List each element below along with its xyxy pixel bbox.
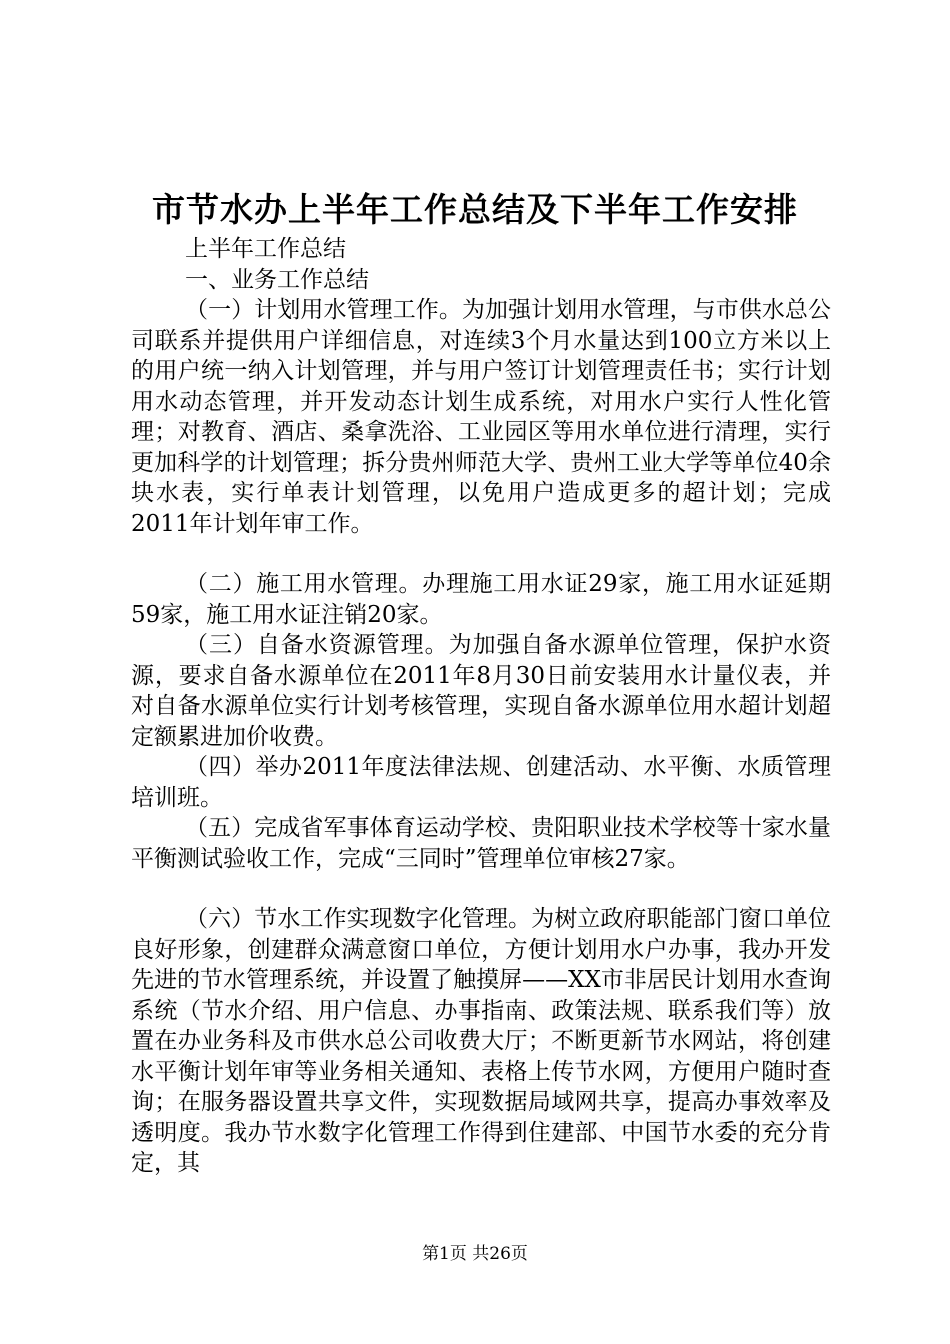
page-footer: 第1页 共26页 <box>422 1244 528 1264</box>
paragraph-item-5: （五）完成省军事体育运动学校、贵阳职业技术学校等十家水量平衡测试验收工作，完成“三同时”管理单位审核27家。 <box>131 815 831 872</box>
paragraph-subsection-heading: 一、业务工作总结 <box>185 266 370 293</box>
paragraph-item-3: （三）自备水资源管理。为加强自备水源单位管理，保护水资源，要求自备水源单位在2011年8月30日前安装用水计量仪表，并对自备水源单位实行计划考核管理，实现自备水源单位用水超计划超定额累进加价收费。 <box>131 632 831 750</box>
paragraph-item-4: （四）举办2011年度法律法规、创建活动、水平衡、水质管理培训班。 <box>131 754 831 811</box>
document-title: 市节水办上半年工作总结及下半年工作安排 <box>152 190 798 229</box>
document-body <box>131 234 831 1179</box>
paragraph-section-heading: 上半年工作总结 <box>185 236 347 262</box>
paragraph-item-1: （一）计划用水管理工作。为加强计划用水管理，与市供水总公司联系并提供用户详细信息，对连续3个月水量达到100立方米以上的用户统一纳入计划管理，并与用户签订计划管理责任书；实行计划用水动态管理，并开发动态计划生成系统，对用水户实行人性化管理；对教育、酒店、桑拿洗浴、工业园区等用水单位进行清理，实行更加科学的计划管理；拆分贵州师范大学、贵州工业大学等单位40余块水表，实行单表计划管理，以免用户造成更多的超计划；完成2011年计划年审工作。 <box>131 297 831 537</box>
paragraph-item-2: （二）施工用水管理。办理施工用水证29家，施工用水证延期59家，施工用水证注销20家。 <box>131 571 831 628</box>
paragraph-item-6: （六）节水工作实现数字化管理。为树立政府职能部门窗口单位良好形象，创建群众满意窗口单位，方便计划用水户办事，我办开发先进的节水管理系统，并设置了触摸屏——XX市非居民计划用水查询系统（节水介绍、用户信息、办事指南、政策法规、联系我们等）放置在办业务科及市供水总公司收费大厅；不断更新节水网站，将创建水平衡计划年审等业务相关通知、表格上传节水网，方便用户随时查询；在服务器设置共享文件，实现数据局域网共享，提高办事效率及透明度。我办节水数字化管理工作得到住建部、中国节水委的充分肯定，其 <box>131 906 831 1176</box>
